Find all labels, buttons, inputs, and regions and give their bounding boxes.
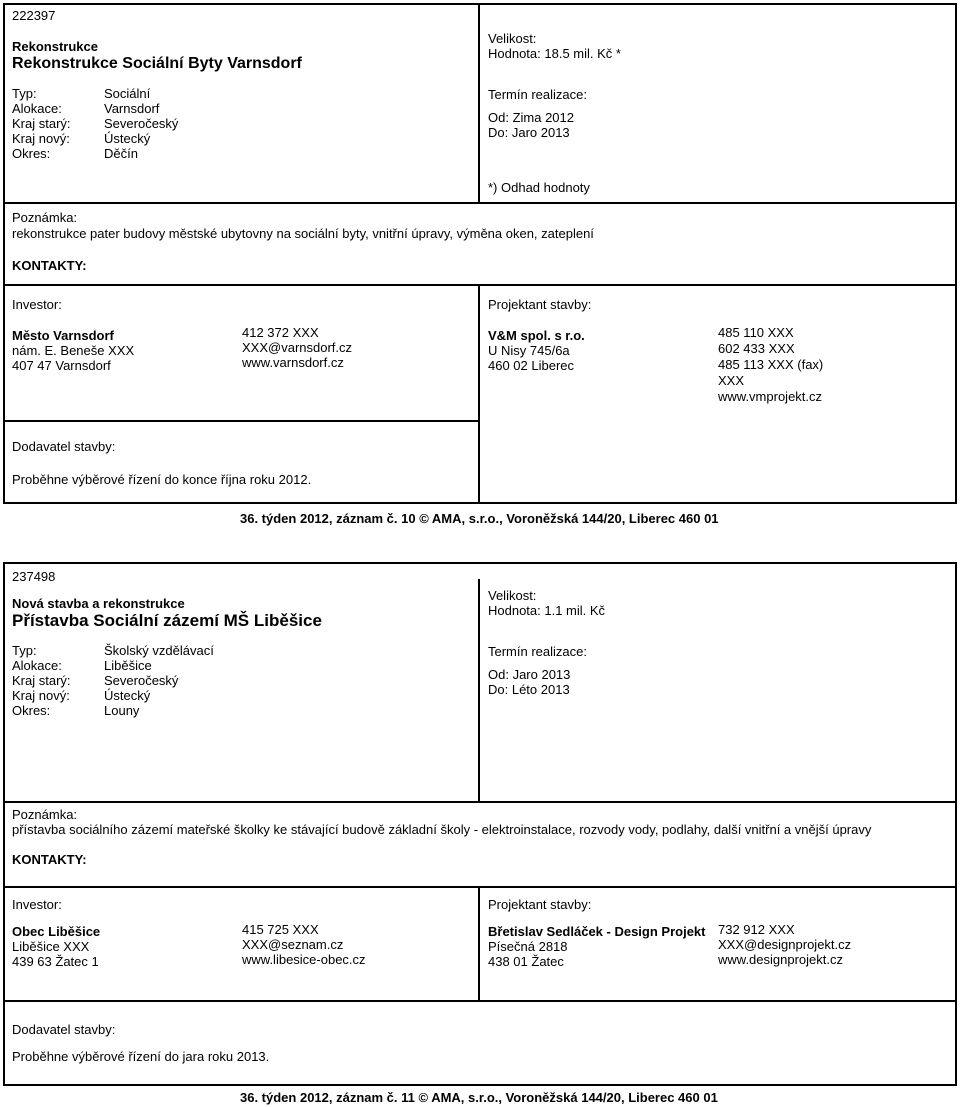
label-typ: Typ:: [12, 86, 37, 101]
record-1-divider-header: [3, 202, 957, 204]
record-footer: 36. týden 2012, záznam č. 11 © AMA, s.r.o., Voroněžská 144/20, Liberec 460 01: [240, 1090, 718, 1105]
note-text: přístavba sociálního zázemí mateřské školky ke stávající budově základní školy - elektroinstalace, rozvody vody, podlahy, další vnitřní a vnější úpravy: [12, 822, 872, 837]
supplier-text: Proběhne výběrové řízení do konce října roku 2012.: [12, 472, 312, 487]
estimate-note: *) Odhad hodnoty: [488, 180, 590, 195]
label-okres: Okres:: [12, 703, 51, 718]
designer-address: [488, 924, 705, 969]
investor-addr1: Liběšice XXX: [12, 939, 90, 954]
label-kraj-novy: Kraj nový:: [12, 131, 70, 146]
designer-contact: [718, 922, 851, 967]
record-id: 222397: [12, 8, 56, 23]
designer-addr1: Písečná 2818: [488, 939, 568, 954]
investor-addr2: 439 63 Žatec 1: [12, 954, 99, 969]
term-label: Termín realizace:: [488, 644, 587, 659]
value-okres: Děčín: [104, 146, 138, 161]
value-okres: Louny: [104, 703, 140, 718]
investor-email[interactable]: XXX@varnsdorf.cz: [242, 340, 353, 355]
project-name: Přístavba Sociální zázemí MŠ Liběšice: [12, 611, 322, 630]
designer-mobile: 602 433 XXX: [718, 341, 795, 356]
record-2-divider-header-col: [478, 579, 480, 801]
designer-addr2: 460 02 Liberec: [488, 358, 575, 373]
designer-email[interactable]: XXX: [718, 373, 745, 388]
term-to: Do: Jaro 2013: [488, 125, 570, 140]
label-kraj-novy: Kraj nový:: [12, 688, 70, 703]
investor-phone: 412 372 XXX: [242, 325, 319, 340]
record-2-divider-contacts-col: [478, 886, 480, 1000]
designer-phone: 485 110 XXX: [718, 325, 794, 340]
term-label: Termín realizace:: [488, 87, 587, 102]
record-1-divider-contacts-col: [478, 284, 480, 504]
size-block: [488, 31, 621, 61]
value-alokace: Liběšice: [104, 658, 152, 673]
record-footer: 36. týden 2012, záznam č. 10 © AMA, s.r.o., Voroněžská 144/20, Liberec 460 01: [240, 511, 719, 526]
note-label: Poznámka:: [12, 210, 78, 225]
record-id: 237498: [12, 569, 56, 584]
size-label: Velikost:: [488, 588, 537, 603]
designer-address: [488, 328, 585, 373]
label-alokace: Alokace:: [12, 101, 62, 116]
term-block: [488, 667, 570, 697]
field-labels: [12, 643, 71, 718]
field-labels: [12, 86, 71, 161]
note-label: Poznámka:: [12, 807, 78, 822]
label-typ: Typ:: [12, 643, 37, 658]
value-kraj-novy: Ústecký: [104, 688, 151, 703]
designer-contact: [718, 325, 823, 405]
investor-addr2: 407 47 Varnsdorf: [12, 358, 111, 373]
project-name: Rekonstrukce Sociální Byty Varnsdorf: [12, 55, 302, 72]
label-okres: Okres:: [12, 146, 51, 161]
investor-email[interactable]: XXX@seznam.cz: [242, 937, 344, 952]
record-1-divider-contacts: [3, 284, 957, 286]
size-value: Hodnota: 1.1 mil. Kč: [488, 603, 606, 618]
investor-web[interactable]: www.libesice-obec.cz: [242, 952, 366, 967]
supplier-text: Proběhne výběrové řízení do jara roku 2013.: [12, 1049, 270, 1064]
investor-contact: [242, 922, 366, 967]
record-1-frame: [3, 3, 957, 504]
field-values: [104, 643, 214, 718]
size-block: [488, 588, 605, 618]
investor-addr1: nám. E. Beneše XXX: [12, 343, 135, 358]
supplier-label: Dodavatel stavby:: [12, 1022, 116, 1037]
designer-name: V&M spol. s r.o.: [488, 328, 585, 343]
value-typ: Sociální: [104, 86, 151, 101]
designer-email[interactable]: XXX@designprojekt.cz: [718, 937, 852, 952]
designer-label: Projektant stavby:: [488, 897, 592, 912]
designer-label: Projektant stavby:: [488, 297, 592, 312]
designer-fax: 485 113 XXX (fax): [718, 357, 824, 372]
size-label: Velikost:: [488, 31, 537, 46]
term-from: Od: Zima 2012: [488, 110, 574, 125]
supplier-label: Dodavatel stavby:: [12, 439, 116, 454]
value-typ: Školský vzdělávací: [104, 643, 214, 658]
field-values: [104, 86, 178, 161]
label-alokace: Alokace:: [12, 658, 62, 673]
designer-phone: 732 912 XXX: [718, 922, 795, 937]
investor-name: Obec Liběšice: [12, 924, 101, 939]
label-kraj-stary: Kraj starý:: [12, 116, 71, 131]
note-text: rekonstrukce pater budovy městské ubytovny na sociální byty, vnitřní úpravy, výměna oken, zateplení: [12, 226, 594, 241]
record-2-divider-header: [3, 801, 957, 803]
record-1-divider-supplier: [3, 420, 480, 422]
investor-label: Investor:: [12, 897, 62, 912]
designer-name: Břetislav Sedláček - Design Projekt: [488, 924, 706, 939]
size-value: Hodnota: 18.5 mil. Kč *: [488, 46, 621, 61]
contacts-heading: KONTAKTY:: [12, 258, 87, 273]
contacts-heading: KONTAKTY:: [12, 852, 87, 867]
investor-contact: [242, 325, 352, 370]
investor-web[interactable]: www.varnsdorf.cz: [242, 355, 344, 370]
value-kraj-stary: Severočeský: [104, 673, 179, 688]
label-kraj-stary: Kraj starý:: [12, 673, 71, 688]
project-type: Rekonstrukce: [12, 39, 98, 54]
term-from: Od: Jaro 2013: [488, 667, 571, 682]
investor-label: Investor:: [12, 297, 62, 312]
record-1-divider-header-col: [478, 3, 480, 202]
value-alokace: Varnsdorf: [104, 101, 160, 116]
record-2-divider-supplier: [3, 1000, 957, 1002]
value-kraj-stary: Severočeský: [104, 116, 179, 131]
investor-address: [12, 328, 134, 373]
designer-web[interactable]: www.designprojekt.cz: [718, 952, 843, 967]
investor-phone: 415 725 XXX: [242, 922, 319, 937]
designer-addr2: 438 01 Žatec: [488, 954, 564, 969]
designer-web[interactable]: www.vmprojekt.cz: [718, 389, 823, 404]
project-type: Nová stavba a rekonstrukce: [12, 596, 185, 611]
record-2-divider-contacts: [3, 886, 957, 888]
investor-name: Město Varnsdorf: [12, 328, 114, 343]
investor-address: [12, 924, 100, 969]
term-to: Do: Léto 2013: [488, 682, 570, 697]
value-kraj-novy: Ústecký: [104, 131, 151, 146]
designer-addr1: U Nisy 745/6a: [488, 343, 570, 358]
term-block: [488, 110, 574, 140]
